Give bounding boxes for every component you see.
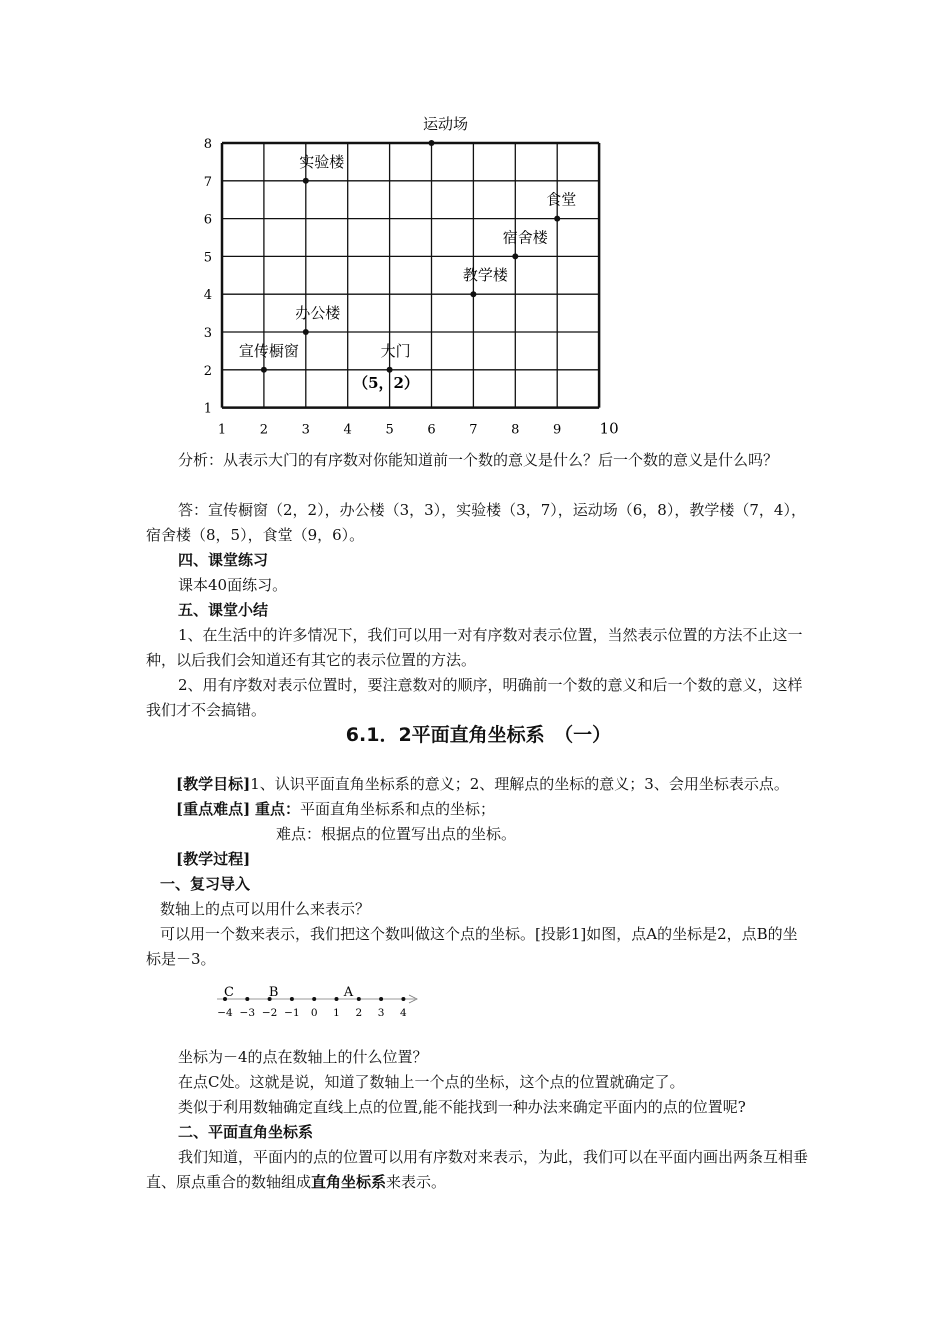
goal-text: 1、认识平面直角坐标系的意义；2、理解点的坐标的意义；3、会用坐标表示点。 [250,775,789,793]
number-line-point [401,997,405,1001]
grid-y-ticks [204,137,212,417]
lesson-title: 6.1．2平面直角坐标系 （一） [345,724,612,746]
x-tick-label: 10 [599,419,619,438]
place-label: 食堂 [546,190,577,209]
number-line-point [357,997,361,1001]
summary-2: 2、用有序数对表示位置时，要注意数对的顺序，明确前一个数的意义和后一个数的意义，这样我们才不会搞错。 [146,676,803,719]
x-tick-label: 1 [217,422,227,438]
place-label: 大门 [380,341,411,360]
grid-point [554,216,560,222]
y-tick-label: 5 [203,250,212,266]
grid-point [429,140,435,146]
gate-coordinate-label: （5，2） [353,374,419,392]
difficult-points: 难点：根据点的位置写出点的坐标。 [276,825,517,843]
position-grid-figure [195,115,625,438]
key-tag: [重点难点] [176,800,251,818]
section-4-title: 四、课堂练习 [178,551,269,569]
section-1-title: 一、复习导入 [160,875,251,893]
y-tick-label: 7 [203,174,212,190]
x-tick-label: 8 [511,422,520,438]
place-label: 宿舍楼 [502,228,548,247]
question-3: 类似于利用数轴确定直线上点的位置,能不能找到一种办法来确定平面内的点的位置呢? [178,1098,746,1116]
number-line-tick-label: 2 [355,1007,363,1019]
summary-1: 1、在生活中的许多情况下，我们可以用一对有序数对表示位置，当然表示位置的方法不止这一种，以后我们会知道还有其它的表示位置的方法。 [146,626,803,669]
x-tick-label: 4 [343,422,352,438]
number-line-point [335,997,339,1001]
place-label: 运动场 [422,115,469,133]
y-tick-label: 1 [203,401,212,417]
number-line-ticks [217,997,407,1019]
goal-tag: [教学目标] [176,775,251,793]
number-line-tick-label: −4 [217,1007,233,1019]
x-tick-label: 5 [385,422,394,438]
x-tick-label: 9 [553,422,562,438]
answer-2: 在点C处。这就是说，知道了数轴上一个点的坐标，这个点的位置就确定了。 [178,1073,685,1091]
number-line-point-name: A [343,985,354,1000]
paragraph-text-end: 来表示。 [386,1173,447,1191]
number-line-tick-label: −1 [284,1007,300,1019]
grid-point [387,367,393,373]
grid-point [512,253,518,259]
number-line-tick-label: 4 [400,1007,407,1019]
question-2: 坐标为－4的点在数轴上的什么位置？ [178,1048,428,1066]
number-line-tick-label: 0 [310,1007,318,1019]
x-tick-label: 3 [301,422,310,438]
paragraph-text-start: 我们知道，平面内的点的位置可以用有序数对来表示，为此，我们可以在平面内画出两条互相垂直、原点重合的数轴组成 [146,1148,809,1191]
key-text: 平面直角坐标系和点的坐标； [300,800,496,818]
section-4-text: 课本40面练习。 [178,576,288,594]
section-5-title: 五、课堂小结 [178,601,269,619]
term-rectangular-coordinate-system: 直角坐标系 [311,1173,387,1191]
place-label: 办公楼 [295,304,341,322]
answer-1: 可以用一个数来表示，我们把这个数叫做这个点的坐标。[投影1]如图，点A的坐标是2，点B的坐标是－3。 [146,925,798,968]
y-tick-label: 3 [203,326,212,341]
grid-x-ticks [218,420,619,438]
grid-point [303,329,309,335]
grid-point [470,291,476,297]
question-1: 数轴上的点可以用什么来表示？ [160,900,371,918]
coordinate-system-paragraph [146,1145,811,1195]
grid-points [239,115,576,373]
y-tick-label: 8 [203,137,212,152]
place-label: 实验楼 [299,152,345,171]
number-line-tick-label: 1 [333,1007,340,1019]
number-line-point-name: B [268,985,279,1000]
analysis-paragraph: 分析：从表示大门的有序数对你能知道前一个数的意义是什么？后一个数的意义是什么吗？ [178,451,779,469]
answer-paragraph: 答：宣传橱窗（2，2），办公楼（3，3），实验楼（3，7），运动场（6，8），教学楼（7，4），宿舍楼（8，5），食堂（9，6）。 [146,501,806,544]
section-2-title: 二、平面直角坐标系 [178,1123,314,1141]
grid-point [261,367,267,373]
key-label: 重点： [254,800,300,818]
key-points [176,797,841,822]
teaching-goals [176,772,826,797]
number-line-point [379,997,383,1001]
place-label: 教学楼 [462,266,508,285]
place-label: 宣传橱窗 [238,341,299,360]
number-line-point-name: C [224,985,234,1000]
y-tick-label: 2 [203,363,212,379]
number-line-point-labels [224,985,354,1000]
number-line-tick-label: −2 [261,1007,278,1019]
x-tick-label: 7 [469,422,478,438]
grid-point [303,178,309,184]
grid-lines [222,143,599,408]
y-tick-label: 6 [203,212,212,228]
x-tick-label: 2 [259,422,269,438]
x-tick-label: 6 [427,422,436,438]
process-tag: [教学过程] [176,850,251,868]
number-line-point [312,997,316,1001]
number-line-point [290,997,294,1001]
y-tick-label: 4 [203,288,212,304]
number-line-tick-label: 3 [377,1007,385,1019]
number-line-figure [215,982,425,1022]
number-line-tick-label: −3 [239,1007,256,1019]
number-line-point [245,997,249,1001]
